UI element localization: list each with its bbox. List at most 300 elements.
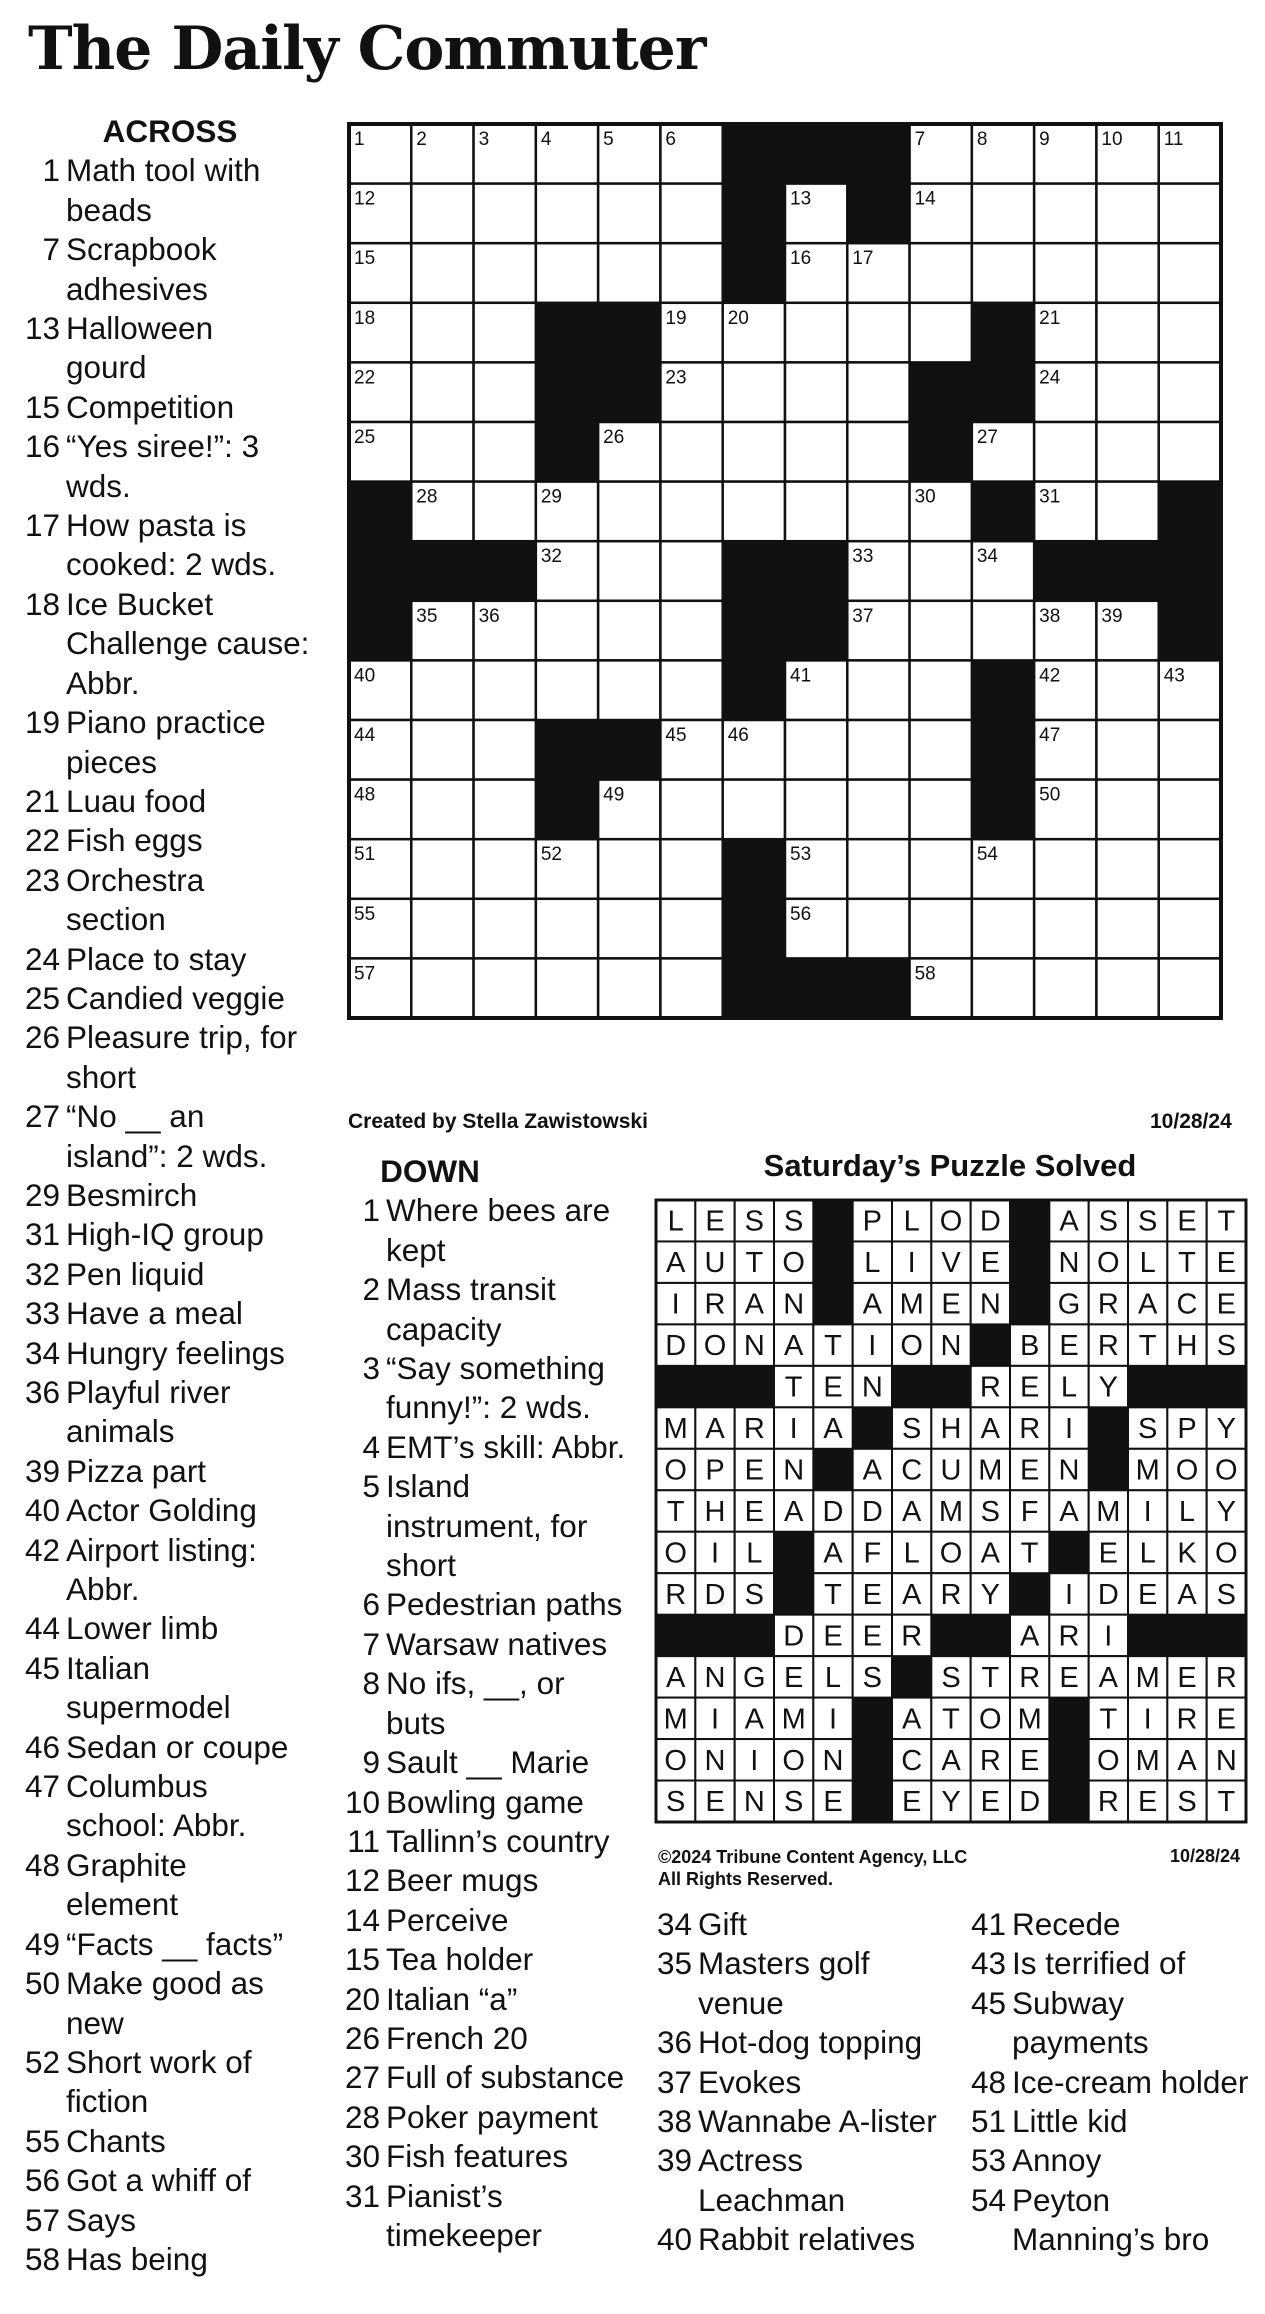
grid-cell[interactable] (972, 958, 1034, 1018)
grid-cell[interactable] (1159, 303, 1221, 363)
grid-cell[interactable] (660, 958, 722, 1018)
grid-cell[interactable] (411, 422, 473, 482)
solution-letter: S (862, 1661, 883, 1694)
black-square (1096, 541, 1159, 601)
clue-item (340, 1428, 640, 1467)
grid-cell[interactable] (411, 780, 473, 840)
black-square (785, 124, 848, 184)
clue-item (652, 1944, 972, 2023)
solution-letter: T (1020, 1537, 1039, 1570)
clue-number: 8 (362, 1665, 380, 1702)
grid-cell[interactable] (847, 720, 909, 780)
grid-cell[interactable] (1159, 243, 1221, 303)
grid-cell[interactable] (1159, 362, 1221, 422)
clue-text: Piano practice pieces (66, 704, 266, 780)
clue-item (340, 1585, 640, 1624)
grid-cell[interactable] (972, 243, 1034, 303)
solution-letter: N (704, 1661, 726, 1694)
solution-letter: L (1139, 1537, 1156, 1570)
cell-number: 38 (1039, 605, 1061, 627)
black-square (349, 482, 412, 542)
cell-number: 33 (852, 546, 874, 568)
solution-letter: E (980, 1247, 1001, 1280)
black-square (972, 303, 1035, 363)
clue-item (340, 2058, 640, 2097)
clue-text: EMT’s skill: Abbr. (386, 1428, 626, 1465)
solution-letter: O (1215, 1537, 1238, 1570)
clue-number: 17 (24, 507, 60, 544)
solution-letter: S (1177, 1786, 1197, 1819)
grid-cell[interactable] (411, 720, 473, 780)
cell-number: 45 (665, 725, 687, 746)
solution-black-square (853, 1698, 893, 1740)
solution-letter: M (899, 1288, 924, 1321)
grid-cell[interactable] (660, 243, 722, 303)
clue-text: Columbus school: Abbr. (66, 1768, 247, 1844)
cell-number: 27 (976, 427, 998, 448)
grid-cell[interactable] (411, 362, 473, 422)
clue-text: Mass transit capacity (386, 1271, 556, 1347)
grid-cell[interactable] (1096, 422, 1158, 482)
grid-cell[interactable] (411, 303, 473, 363)
solution-black-square (1167, 1615, 1207, 1657)
solution-letter: O (703, 1330, 727, 1363)
grid-cell[interactable] (536, 601, 598, 661)
grid-cell[interactable] (1096, 660, 1158, 720)
clue-number: 44 (24, 1610, 60, 1647)
solution-letter: R (1097, 1288, 1119, 1321)
grid-cell[interactable] (1034, 422, 1096, 482)
solution-letter: N (1215, 1744, 1237, 1777)
clue-item (20, 427, 320, 506)
solution-letter: S (665, 1786, 686, 1819)
across-heading: ACROSS (102, 113, 238, 149)
clue-text: Subway payments (1012, 1984, 1149, 2061)
solution-letter: M (938, 1495, 964, 1528)
grid-cell[interactable] (598, 601, 660, 661)
clue-number: 33 (24, 1295, 60, 1332)
clue-number: 49 (24, 1925, 60, 1962)
solution-letter: L (1178, 1495, 1196, 1528)
grid-cell[interactable] (1159, 958, 1221, 1018)
grid-cell[interactable] (598, 184, 660, 244)
down-heading: DOWN (380, 1153, 480, 1189)
grid-cell[interactable] (723, 362, 785, 422)
grid-cell[interactable] (785, 422, 847, 482)
clue-item (20, 506, 320, 585)
black-square (1159, 482, 1222, 542)
grid-cell[interactable] (660, 839, 722, 899)
clue-text: Where bees are kept (386, 1192, 611, 1268)
clue-text: Competition (66, 388, 235, 425)
solution-black-square (1010, 1573, 1050, 1615)
solution-letter: R (704, 1288, 726, 1321)
grid-cell[interactable] (910, 303, 972, 363)
solution-letter: G (743, 1661, 766, 1694)
solution-letter: A (901, 1578, 922, 1611)
clue-text: Fish eggs (66, 822, 203, 859)
grid-cell[interactable] (723, 482, 785, 542)
grid-cell[interactable] (474, 839, 536, 899)
clue-text: Airport listing: Abbr. (66, 1531, 257, 1608)
solution-black-square (774, 1532, 814, 1574)
grid-cell[interactable] (411, 958, 473, 1018)
grid-cell[interactable] (474, 303, 536, 363)
clue-text: Pedestrian paths (386, 1586, 623, 1623)
solution-black-square (892, 1656, 932, 1698)
cell-number: 6 (665, 129, 677, 150)
grid-cell[interactable] (1159, 899, 1221, 959)
clue-item (20, 1452, 320, 1491)
grid-cell[interactable] (847, 422, 909, 482)
grid-cell[interactable] (910, 720, 972, 780)
solution-letter: N (822, 1744, 844, 1777)
black-square (847, 958, 910, 1018)
grid-cell[interactable] (1034, 958, 1096, 1018)
grid-cell[interactable] (1034, 839, 1096, 899)
grid-cell[interactable] (474, 720, 536, 780)
black-square (536, 780, 599, 840)
grid-cell[interactable] (660, 601, 722, 661)
solution-letter: A (823, 1413, 843, 1446)
copyright: ©2024 Tribune Content Agency, LLC All Rights Reserved. (658, 1847, 968, 1889)
clue-item (20, 1767, 320, 1846)
solution-black-square (813, 1200, 853, 1242)
clue-item (20, 1609, 320, 1648)
clue-item (20, 1491, 320, 1530)
solution-letter: R (1176, 1703, 1198, 1736)
clue-item (20, 1215, 320, 1254)
grid-cell[interactable] (1159, 720, 1221, 780)
cell-number: 3 (478, 129, 490, 150)
solution-letter: H (1176, 1330, 1198, 1363)
clue-item (652, 1905, 972, 1944)
solution-black-square (971, 1615, 1011, 1657)
clue-item (340, 2137, 640, 2176)
clue-text: Annoy (1012, 2142, 1102, 2179)
grid-cell[interactable] (785, 482, 847, 542)
grid-cell[interactable] (910, 601, 972, 661)
grid-cell[interactable] (972, 601, 1034, 661)
cell-number: 40 (354, 665, 376, 687)
solution-letter: A (980, 1537, 1001, 1570)
grid-cell[interactable] (1096, 362, 1158, 422)
solution-letter: R (743, 1413, 765, 1446)
solution-letter: U (940, 1454, 962, 1487)
cell-number: 1 (354, 129, 365, 150)
solution-black-square (1207, 1366, 1247, 1408)
solution-letter: E (1059, 1330, 1079, 1363)
clue-number: 7 (42, 231, 60, 268)
grid-cell[interactable] (1034, 899, 1096, 959)
grid-cell[interactable] (1096, 184, 1158, 244)
solution-letter: E (1137, 1578, 1158, 1611)
solution-letter: A (744, 1703, 765, 1736)
solution-letter: I (1143, 1703, 1152, 1736)
grid-cell[interactable] (910, 780, 972, 840)
grid-cell[interactable] (660, 660, 722, 720)
grid-cell[interactable] (847, 660, 909, 720)
clue-number: 2 (362, 1271, 380, 1308)
cell-number: 26 (603, 427, 625, 448)
grid-cell[interactable] (1159, 839, 1221, 899)
grid-cell[interactable] (1096, 482, 1158, 542)
solution-letter: E (744, 1495, 765, 1528)
grid-cell[interactable] (847, 303, 909, 363)
grid-cell[interactable] (598, 958, 660, 1018)
clue-number: 57 (24, 2201, 60, 2238)
grid-cell[interactable] (474, 422, 536, 482)
solution-letter: S (1216, 1330, 1237, 1363)
grid-cell[interactable] (660, 541, 722, 601)
grid-cell[interactable] (847, 839, 909, 899)
solution-black-square (1049, 1739, 1089, 1781)
solution-black-square (1010, 1200, 1050, 1242)
clue-text: Make good as new (66, 1965, 264, 2041)
grid-cell[interactable] (536, 899, 598, 959)
clue-number: 29 (24, 1176, 60, 1213)
clue-number: 22 (24, 822, 60, 859)
cell-number: 7 (914, 129, 926, 150)
solution-letter: R (1215, 1661, 1237, 1694)
clue-item (20, 782, 320, 821)
black-square (972, 362, 1035, 422)
solution-letter: O (939, 1205, 963, 1238)
grid-cell[interactable] (474, 184, 536, 244)
grid-cell[interactable] (598, 899, 660, 959)
clue-text: Full of substance (386, 2059, 625, 2096)
grid-cell[interactable] (1159, 184, 1221, 244)
solution-letter: V (941, 1247, 961, 1280)
clue-item (966, 1984, 1265, 2063)
grid-cell[interactable] (411, 899, 473, 959)
solution-letter: T (1217, 1786, 1236, 1819)
black-square (972, 780, 1035, 840)
clue-text: Is terrified of (1012, 1945, 1186, 1982)
solution-date: 10/28/24 (1170, 1846, 1241, 1866)
solution-letter: E (1098, 1537, 1119, 1570)
cell-number: 35 (416, 605, 438, 627)
grid-cell[interactable] (474, 780, 536, 840)
grid-cell[interactable] (847, 482, 909, 542)
cell-number: 19 (665, 307, 687, 329)
clue-number: 23 (24, 861, 60, 898)
grid-cell[interactable] (785, 362, 847, 422)
grid-cell[interactable] (785, 720, 847, 780)
clue-number: 21 (24, 782, 60, 819)
grid-cell[interactable] (972, 184, 1034, 244)
grid-cell[interactable] (723, 422, 785, 482)
solution-black-square (1049, 1532, 1089, 1574)
grid-cell[interactable] (1159, 780, 1221, 840)
grid-cell[interactable] (536, 660, 598, 720)
black-square (723, 958, 786, 1018)
clue-text: Wannabe A-lister (698, 2103, 937, 2140)
clue-item (340, 2177, 640, 2256)
grid-cell[interactable] (847, 362, 909, 422)
grid-cell[interactable] (972, 899, 1034, 959)
cell-number: 8 (976, 129, 988, 150)
crossword-grid[interactable] (345, 120, 1225, 1022)
clue-number: 3 (362, 1350, 380, 1387)
clue-item (20, 2043, 320, 2122)
clue-number: 40 (24, 1492, 60, 1529)
solution-letter: A (1098, 1661, 1119, 1694)
grid-cell[interactable] (536, 958, 598, 1018)
grid-cell[interactable] (411, 243, 473, 303)
cell-number: 55 (354, 903, 376, 925)
solution-letter: S (744, 1578, 765, 1611)
grid-cell[interactable] (474, 899, 536, 959)
solution-letter: E (941, 1288, 961, 1321)
grid-cell[interactable] (660, 482, 722, 542)
solution-black-square (774, 1573, 814, 1615)
solution-black-square (813, 1449, 853, 1491)
clue-item (20, 861, 320, 940)
grid-cell[interactable] (598, 541, 660, 601)
grid-cell[interactable] (1096, 839, 1158, 899)
grid-cell[interactable] (910, 660, 972, 720)
black-square (598, 303, 661, 363)
solution-letter: O (664, 1744, 687, 1777)
grid-cell[interactable] (536, 243, 598, 303)
clue-item (966, 1944, 1265, 1983)
clue-number: 55 (24, 2122, 60, 2159)
clue-item (20, 1294, 320, 1333)
grid-cell[interactable] (660, 780, 722, 840)
grid-cell[interactable] (1096, 780, 1158, 840)
black-square (723, 243, 786, 303)
solution-letter: A (1059, 1205, 1079, 1238)
grid-cell[interactable] (598, 660, 660, 720)
clue-item (20, 388, 320, 427)
clue-number: 20 (344, 1980, 380, 2017)
clue-text: Sault __ Marie (386, 1744, 590, 1781)
solution-letter: A (1019, 1620, 1040, 1653)
grid-cell[interactable] (1096, 720, 1158, 780)
grid-cell[interactable] (1034, 184, 1096, 244)
solution-letter: B (1019, 1330, 1040, 1363)
clue-item (966, 2141, 1265, 2180)
solution-letter: E (862, 1620, 883, 1653)
grid-cell[interactable] (785, 780, 847, 840)
grid-cell[interactable] (1034, 243, 1096, 303)
solution-letter: L (824, 1661, 842, 1694)
solution-letter: Y (1098, 1371, 1119, 1404)
clue-item (20, 2240, 320, 2279)
clue-number: 52 (24, 2043, 60, 2080)
solution-letter: U (704, 1247, 726, 1280)
solution-title: Saturday’s Puzzle Solved (763, 1148, 1137, 1183)
grid-cell[interactable] (474, 482, 536, 542)
grid-cell[interactable] (723, 780, 785, 840)
solution-letter: E (705, 1786, 725, 1819)
grid-cell[interactable] (1159, 422, 1221, 482)
grid-cell[interactable] (910, 839, 972, 899)
grid-cell[interactable] (910, 541, 972, 601)
solution-letter: G (1057, 1288, 1081, 1321)
clue-number: 41 (970, 1906, 1006, 1942)
clue-item (20, 821, 320, 860)
solution-letter: M (1135, 1744, 1160, 1777)
grid-cell[interactable] (598, 482, 660, 542)
grid-cell[interactable] (660, 899, 722, 959)
solution-letter: D (704, 1578, 726, 1611)
clue-item (340, 1901, 640, 1940)
clue-text: Island instrument, for short (386, 1468, 588, 1584)
clue-number: 14 (344, 1901, 380, 1938)
solution-letter: P (705, 1454, 725, 1487)
clue-number: 36 (24, 1374, 60, 1410)
clue-item (966, 2181, 1265, 2260)
clue-text: “Facts __ facts” (66, 1925, 284, 1962)
grid-cell[interactable] (1096, 303, 1158, 363)
grid-cell[interactable] (785, 303, 847, 363)
grid-cell[interactable] (474, 362, 536, 422)
grid-cell[interactable] (598, 839, 660, 899)
grid-cell[interactable] (1096, 899, 1158, 959)
black-square (536, 422, 599, 482)
clue-text: Have a meal (66, 1295, 243, 1332)
cell-number: 44 (354, 725, 376, 746)
grid-cell[interactable] (474, 660, 536, 720)
solution-letter: A (862, 1288, 883, 1321)
cell-number: 53 (790, 844, 812, 866)
solution-letter: L (1139, 1247, 1156, 1280)
solution-letter: R (901, 1620, 923, 1653)
grid-cell[interactable] (474, 958, 536, 1018)
solution-black-square (931, 1366, 971, 1408)
cell-number: 48 (354, 784, 376, 806)
grid-cell[interactable] (660, 422, 722, 482)
grid-cell[interactable] (660, 184, 722, 244)
clue-number: 7 (362, 1625, 380, 1662)
grid-cell[interactable] (910, 243, 972, 303)
solution-black-square (813, 1283, 853, 1325)
grid-cell[interactable] (474, 243, 536, 303)
solution-letter: I (868, 1330, 877, 1363)
cell-number: 31 (1039, 486, 1061, 508)
grid-cell[interactable] (1096, 243, 1158, 303)
solution-grid (652, 1196, 1252, 1828)
grid-cell[interactable] (1096, 958, 1158, 1018)
cell-number: 41 (790, 665, 812, 687)
cell-number: 37 (852, 605, 874, 627)
clue-item (340, 2098, 640, 2137)
clue-number: 13 (24, 310, 60, 347)
solution-letter: T (942, 1703, 960, 1736)
grid-cell[interactable] (536, 184, 598, 244)
grid-cell[interactable] (910, 899, 972, 959)
grid-cell[interactable] (411, 839, 473, 899)
grid-cell[interactable] (847, 780, 909, 840)
grid-cell[interactable] (411, 660, 473, 720)
solution-letter: O (1215, 1454, 1238, 1487)
grid-cell[interactable] (411, 184, 473, 244)
across-list (20, 151, 320, 2279)
cell-number: 42 (1039, 665, 1061, 687)
clue-item (340, 1743, 640, 1782)
solution-letter: E (901, 1786, 922, 1819)
clue-number: 25 (24, 979, 60, 1016)
clue-text: Says (66, 2201, 137, 2238)
clue-number: 31 (24, 1216, 60, 1253)
grid-cell[interactable] (847, 899, 909, 959)
clue-item (20, 2161, 320, 2200)
grid-cell[interactable] (598, 243, 660, 303)
clue-item (652, 2023, 972, 2062)
solution-letter: R (1058, 1620, 1080, 1653)
